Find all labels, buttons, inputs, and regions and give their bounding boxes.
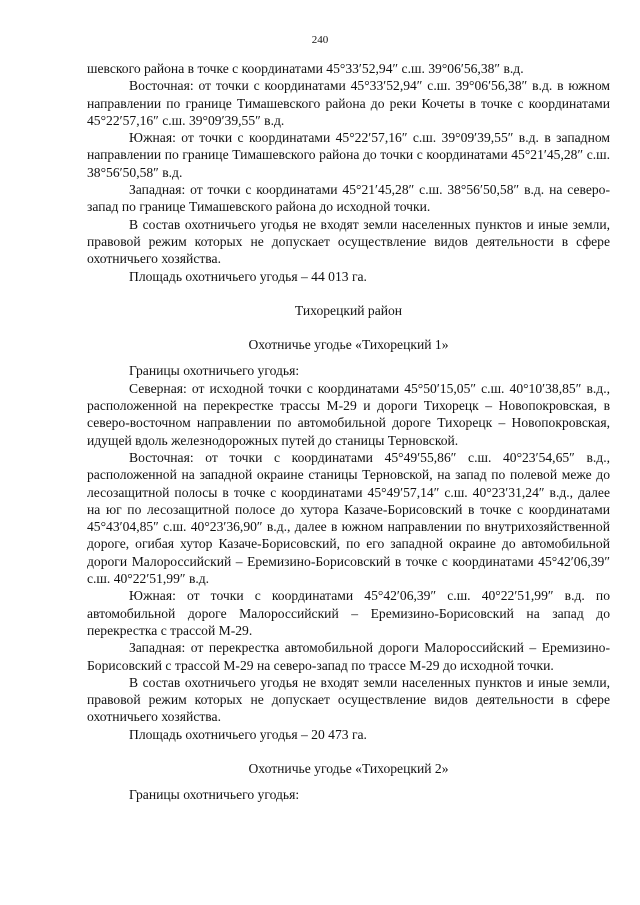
paragraph: Южная: от точки с координатами 45°22′57,16″ с.ш. 39°09′39,55″ в.д. в западном направлении по границе Тимашевского района до точки с координатами 45°21′45,28″ с.ш. 38°56′50,58″ в.д. (87, 130, 610, 180)
spacer (87, 353, 610, 362)
spacer (87, 319, 610, 336)
paragraph: Границы охотничьего угодья: (129, 363, 300, 379)
paragraph: Границы охотничьего угодья: (129, 787, 300, 803)
paragraph: Восточная: от точки с координатами 45°33′52,94″ с.ш. 39°06′56,38″ в.д. в южном направлении по границе Тимашевского района до реки Кочеты в точке с координатами 45°22′57,16″ с.ш. 39°09′39,55″ в.д. (87, 78, 610, 128)
paragraph: Западная: от точки с координатами 45°21′45,28″ с.ш. 38°56′50,58″ в.д. на северо-запад по границе Тимашевского района до исходной точки. (87, 182, 610, 215)
document-body (87, 60, 610, 804)
spacer (87, 743, 610, 760)
section-heading: Охотничье угодье «Тихорецкий 1» (248, 337, 449, 353)
section-heading: Тихорецкий район (294, 302, 403, 318)
paragraph: В состав охотничьего угодья не входят земли населенных пунктов и иные земли, правовой режим которых не допускает осуществление видов деятельности в сфере охотничьего хозяйства. (87, 674, 610, 725)
paragraph: Восточная: от точки с координатами 45°49′55,86″ с.ш. 40°23′54,65″ в.д., расположенной на западной окраине станицы Терновской, на запад по полевой меже до лесозащитной полосы в точке с координатами 45°49′57,14″ с.ш. 40°23′31,24″ в.д., далее на юг по лесозащитной полосе до хутора Казаче-Борисовский в точке с координатами 45°43′04,85″ с.ш. 40°23′36,90″ в.д., далее в южном направлении по внутрихозяйственной дороге, огибая хутор Казаче-Борисовский, по его западной окраине до автомобильной дороги Малороссийский – Еремизино-Борисовский в точке с координатами 45°42′06,39″ с.ш. 40°22′51,99″ в.д. (87, 449, 610, 587)
paragraph: В состав охотничьего угодья не входят земли населенных пунктов и иные земли, правовой режим которых не допускает осуществление видов деятельности в сфере охотничьего хозяйства. (87, 216, 610, 267)
page-number: 240 (311, 34, 329, 46)
paragraph: Западная: от перекрестка автомобильной дороги Малороссийский – Еремизино-Борисовский с трассой М-29 на северо-запад по трассе М-29 до исходной точки. (87, 640, 610, 673)
paragraph: Площадь охотничьего угодья – 20 473 га. (129, 726, 367, 742)
paragraph: шевского района в точке с координатами 45°33′52,94″ с.ш. 39°06′56,38″ в.д. (87, 61, 524, 76)
paragraph: Площадь охотничьего угодья – 44 013 га. (129, 268, 367, 284)
spacer (87, 777, 610, 786)
spacer (87, 285, 610, 302)
paragraph: Северная: от исходной точки с координатами 45°50′15,05″ с.ш. 40°10′38,85″ в.д., расположенной на перекрестке трассы М-29 и дороги Тихорецк – Новопокровская, в северо-восточном направлении по автомобильной дороге Тихорецк – Новопокровская, идущей вдоль железнодорожных путей до станицы Терновской. (87, 380, 610, 448)
paragraph: Южная: от точки с координатами 45°42′06,39″ с.ш. 40°22′51,99″ в.д. по автомобильной дороге Малороссийский – Еремизино-Борисовский на запад до перекрестка с трассой М-29. (87, 588, 610, 638)
section-heading: Охотничье угодье «Тихорецкий 2» (248, 760, 449, 776)
